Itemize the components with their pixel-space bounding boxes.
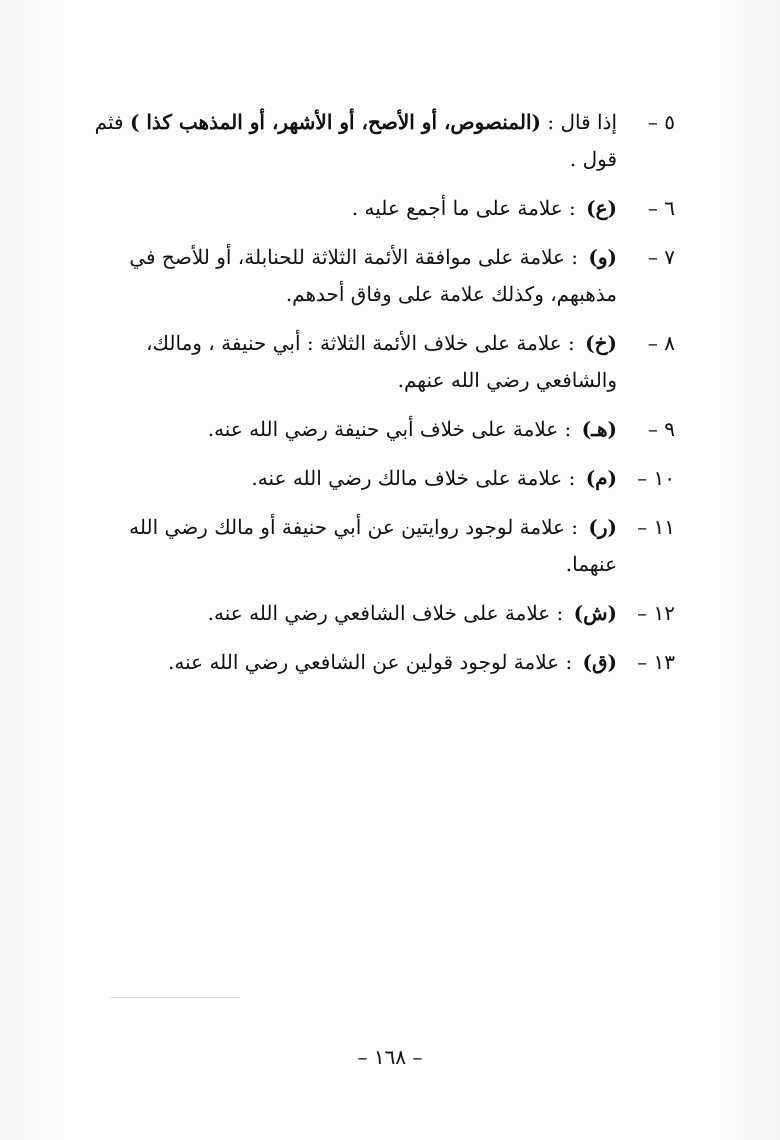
page-number: – ١٦٨ – <box>357 1045 423 1069</box>
entry-symbol: (ش) <box>573 601 617 625</box>
entry-symbol: (ر) <box>588 515 617 539</box>
legend-entry-5 <box>90 104 675 178</box>
entry-number: ٦ – <box>647 196 675 220</box>
entry-number: ١١ – <box>637 515 675 539</box>
entry-text: : علامة على خلاف الأئمة الثلاثة : أبي حنيفة ، ومالك، والشافعي رضي الله عنهم. <box>146 331 617 392</box>
entry-text: : علامة على خلاف مالك رضي الله عنه. <box>251 466 582 490</box>
entry-number: ١٣ – <box>637 650 675 674</box>
entry-number: ٩ – <box>647 417 675 441</box>
entry-symbol: (خ) <box>585 331 617 355</box>
entry-symbol: (ق) <box>582 650 617 674</box>
entry-symbol: (و) <box>588 245 617 269</box>
entry-prefix: إذا قال : <box>540 110 617 134</box>
legend-entry-8 <box>90 325 675 399</box>
entry-text: : علامة على موافقة الأئمة الثلاثة للحنابلة، أو للأصح في مذهبهم، وكذلك علامة على وفاق أحدهم. <box>129 245 617 306</box>
legend-entry-11 <box>90 509 675 583</box>
legend-entry-10 <box>90 460 675 497</box>
entry-symbol: (ع) <box>586 196 617 220</box>
legend-entry-12 <box>90 595 675 632</box>
entry-text: : علامة على خلاف الشافعي رضي الله عنه. <box>207 601 570 625</box>
entry-number: ٧ – <box>647 245 675 269</box>
entry-number: ١٠ – <box>637 466 675 490</box>
entry-text: : علامة لوجود قولين عن الشافعي رضي الله عنه. <box>168 650 579 674</box>
entry-number: ٥ – <box>647 110 675 134</box>
legend-entry-13 <box>90 644 675 681</box>
legend-entry-9 <box>90 411 675 448</box>
footnote-divider <box>110 997 240 998</box>
entry-text: : علامة لوجود روايتين عن أبي حنيفة أو مالك رضي الله عنهما. <box>129 515 617 576</box>
legend-entry-6 <box>90 190 675 227</box>
entry-text: : علامة على خلاف أبي حنيفة رضي الله عنه. <box>207 417 578 441</box>
entry-symbol: (م) <box>585 466 617 490</box>
symbol-legend-list <box>90 104 675 693</box>
legend-entry-7 <box>90 239 675 313</box>
entry-number: ١٢ – <box>637 601 675 625</box>
entry-symbol: (هـ) <box>581 417 617 441</box>
entry-text: : علامة على ما أجمع عليه . <box>351 196 583 220</box>
entry-symbol: (المنصوص، أو الأصح، أو الأشهر، أو المذهب كذا ) <box>129 110 541 134</box>
entry-text: فثم قول . <box>94 110 617 171</box>
entry-number: ٨ – <box>647 331 675 355</box>
